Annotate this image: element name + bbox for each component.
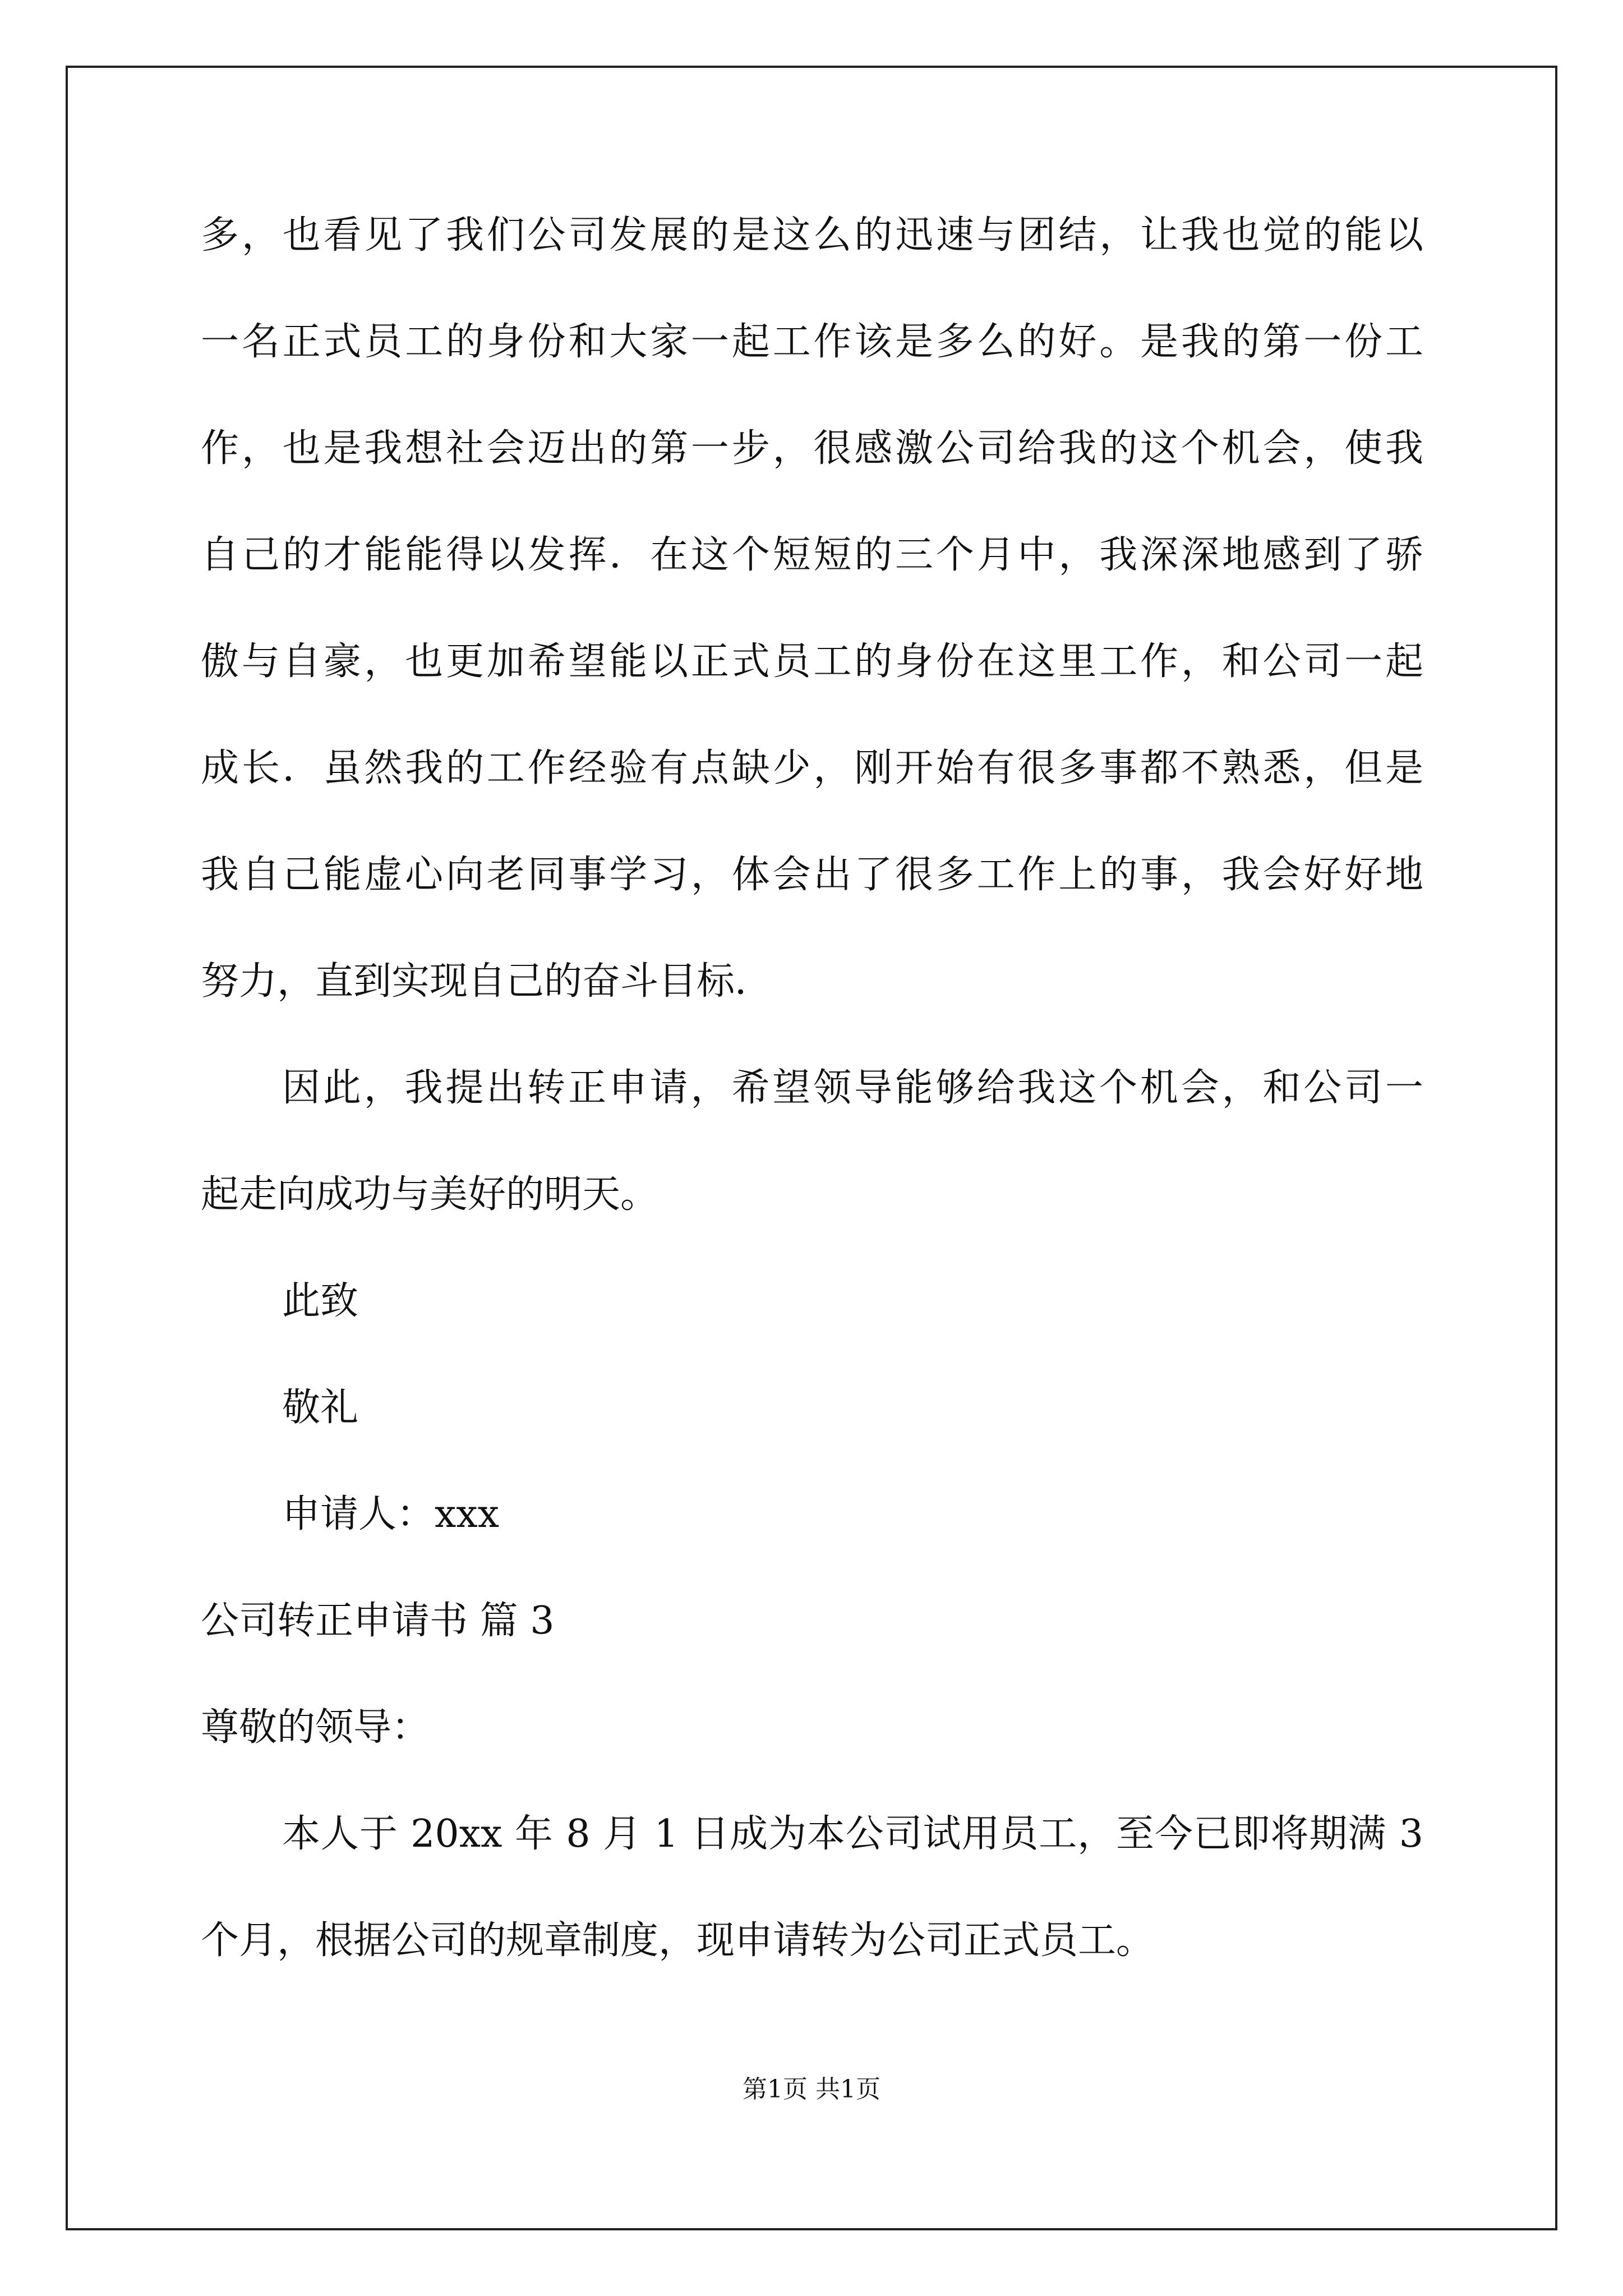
body-text-line: 成长．虽然我的工作经验有点缺少，刚开始有很多事都不熟悉，但是 xyxy=(201,746,1423,790)
applicant-signature: 申请人：xxx xyxy=(282,1492,500,1536)
body-text-line: 作，也是我想社会迈出的第一步，很感激公司给我的这个机会，使我 xyxy=(201,426,1423,471)
page-border xyxy=(66,66,1557,2230)
body-text-line: 因此，我提出转正申请，希望领导能够给我这个机会，和公司一 xyxy=(282,1066,1423,1110)
closing-regards: 敬礼 xyxy=(282,1386,359,1430)
body-text-line: 努力，直到实现自己的奋斗目标． xyxy=(201,959,773,1004)
body-text-line: 个月，根据公司的规章制度，现申请转为公司正式员工。 xyxy=(201,1918,1155,1963)
closing-salutation: 此致 xyxy=(282,1279,359,1323)
body-text-line: 傲与自豪，也更加希望能以正式员工的身份在这里工作，和公司一起 xyxy=(201,639,1423,684)
page-footer: 第1页 共1页 xyxy=(743,2075,880,2104)
body-text-line: 多，也看见了我们公司发展的是这么的迅速与团结，让我也觉的能以 xyxy=(201,213,1423,257)
body-text-line: 起走向成功与美好的明天。 xyxy=(201,1172,659,1217)
section-heading: 公司转正申请书 篇 3 xyxy=(201,1599,555,1643)
body-text-line: 一名正式员工的身份和大家一起工作该是多么的好。是我的第一份工 xyxy=(201,320,1423,364)
letter-greeting: 尊敬的领导： xyxy=(201,1705,430,1750)
body-text-line: 本人于 20xx 年 8 月 1 日成为本公司试用员工，至今已即将期满 3 xyxy=(282,1812,1423,1856)
body-text-line: 我自己能虚心向老同事学习，体会出了很多工作上的事，我会好好地 xyxy=(201,853,1423,897)
body-text-line: 自己的才能能得以发挥．在这个短短的三个月中，我深深地感到了骄 xyxy=(201,533,1423,577)
